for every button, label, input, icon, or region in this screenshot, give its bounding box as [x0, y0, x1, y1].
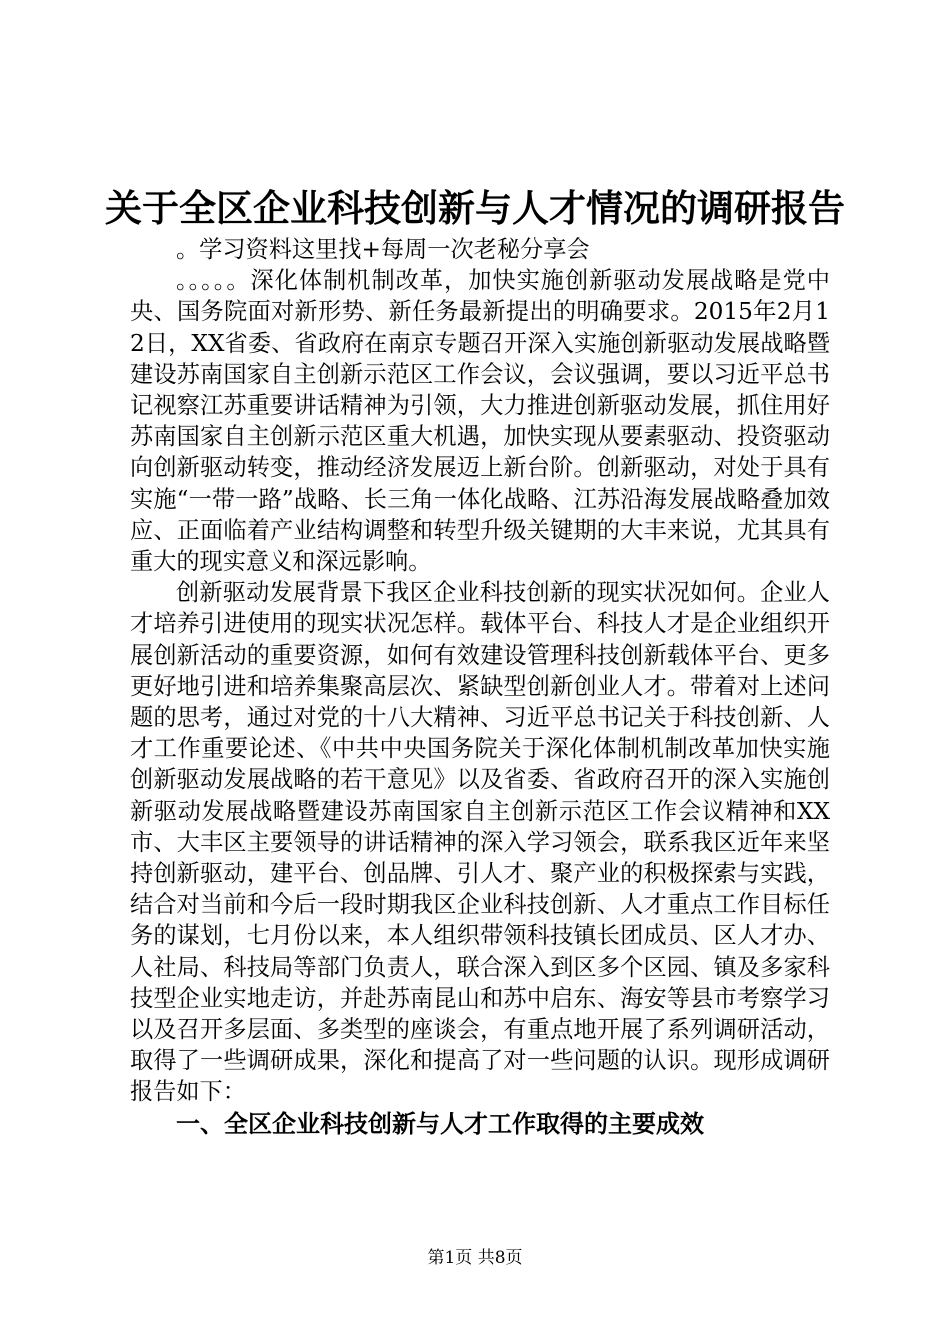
background-paragraph: 。。。。。深化体制机制改革，加快实施创新驱动发展战略是党中央、国务院面对新形势、新任务最新提出的明确要求。2015年2月12日，XX省委、省政府在南京专题召开深入实施创新驱动发展战略暨建设苏南国家自主创新示范区工作会议，会议强调，要以习近平总书记视察江苏重要讲话精神为引领，大力推进创新驱动发展，抓住用好苏南国家自主创新示范区重大机遇，加快实现从要素驱动、投资驱动向创新驱动转变，推动经济发展迈上新台阶。创新驱动，对处于具有实施“一带一路”战略、长三角一体化战略、江苏沿海发展战略叠加效应、正面临着产业结构调整和转型升级关键期的大丰来说，尤其具有重大的现实意义和深远影响。	[130, 267, 830, 576]
purpose-paragraph: 创新驱动发展背景下我区企业科技创新的现实状况如何。企业人才培养引进使用的现实状况怎样。载体平台、科技人才是企业组织开展创新活动的重要资源，如何有效建设管理科技创新载体平台、更多更好地引进和培养集聚高层次、紧缺型创新创业人才。带着对上述问题的思考，通过对党的十八大精神、习近平总书记关于科技创新、人才工作重要论述、《中共中央国务院关于深化体制机制改革加快实施创新驱动发展战略的若干意见》以及省委、省政府召开的深入实施创新驱动发展战略暨建设苏南国家自主创新示范区工作会议精神和XX市、大丰区主要领导的讲话精神的深入学习领会，联系我区近年来坚持创新驱动，建平台、创品牌、引人才、聚产业的积极探索与实践，结合对当前和今后一段时期我区企业科技创新、人才重点工作目标任务的谋划，七月份以来，本人组织带领科技镇长团成员、区人才办、人社局、科技局等部门负责人，联合深入到区多个区园、镇及多家科技型企业实地走访，并赴苏南昆山和苏中启东、海安等县市考察学习以及召开多层面、多类型的座谈会，有重点地开展了系列调研活动，取得了一些调研成果，深化和提高了对一些问题的认识。现形成调研报告如下：	[130, 579, 830, 1106]
section-heading: 一、全区企业科技创新与人才工作取得的主要成效	[176, 1109, 704, 1138]
document-body	[130, 234, 830, 1141]
intro-paragraph: 。学习资料这里找+每周一次老秘分享会	[176, 236, 590, 263]
page-number: 第1页 共8页	[427, 1248, 523, 1268]
document-title: 关于全区企业科技创新与人才情况的调研报告	[105, 187, 845, 230]
